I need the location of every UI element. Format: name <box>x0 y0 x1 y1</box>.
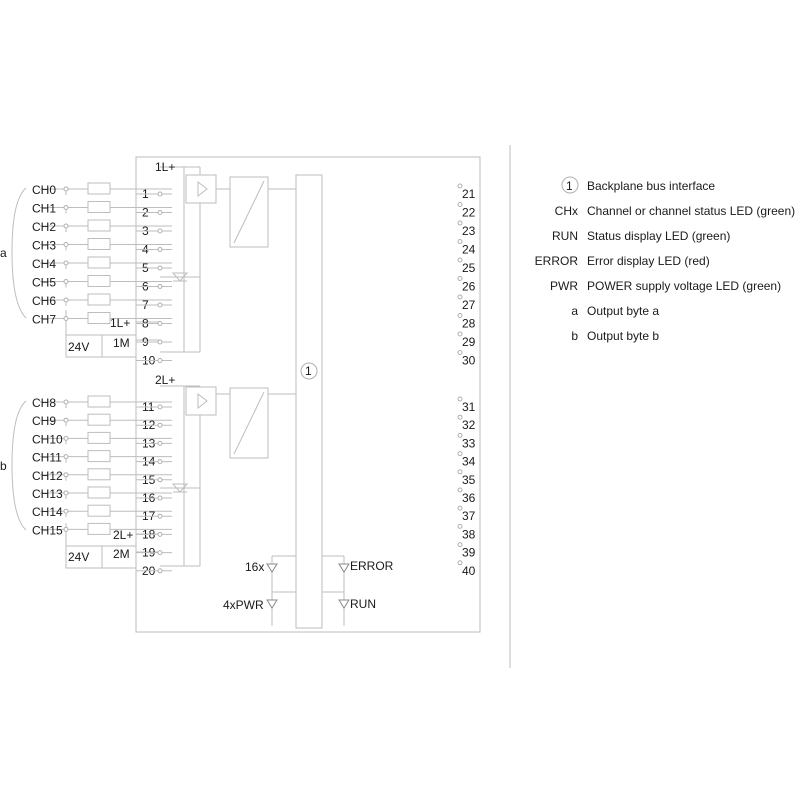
driver-box-a <box>186 175 216 203</box>
terminal-number-right: 39 <box>462 545 476 560</box>
channel-label: CH14 <box>32 505 63 520</box>
backplane-marker: 1 <box>305 364 312 378</box>
t19-label: 2M <box>113 547 130 561</box>
legend-text: Status display LED (green) <box>587 229 731 243</box>
backplane-bus-bar <box>296 175 322 628</box>
output-resistor <box>88 487 110 498</box>
legend <box>535 177 795 343</box>
terminal-number: 20 <box>142 563 156 578</box>
channel-label: CH9 <box>32 414 57 429</box>
terminal-number-right: 26 <box>462 279 476 294</box>
output-resistor <box>88 294 110 305</box>
output-resistor <box>88 414 110 425</box>
terminal-number-right: 23 <box>462 224 476 238</box>
output-resistor <box>88 432 110 443</box>
legend-text: POWER supply voltage LED (green) <box>587 279 782 293</box>
terminal-number-right: 40 <box>462 563 476 578</box>
t8-label: 1L+ <box>110 316 131 330</box>
channel-label: CH5 <box>32 275 57 290</box>
terminal-number: 17 <box>142 509 156 524</box>
legend-key: CHx <box>554 204 578 218</box>
t9-label: 1M <box>113 336 130 350</box>
legend-text: Error display LED (red) <box>587 254 710 268</box>
output-resistor <box>88 523 110 534</box>
terminal-number: 5 <box>142 261 149 275</box>
terminal-number-right: 25 <box>462 261 476 275</box>
terminal-number-right: 28 <box>462 316 476 331</box>
t18-label: 2L+ <box>113 528 134 542</box>
voltage-label-a: 24V <box>68 340 90 354</box>
terminal-number-right: 37 <box>462 509 476 524</box>
supply-label-2l: 2L+ <box>155 373 176 387</box>
channel-label: CH7 <box>32 312 57 327</box>
terminal-number: 1 <box>142 187 149 201</box>
terminal-number-right: 35 <box>462 472 476 487</box>
output-resistor <box>88 505 110 516</box>
channel-label: CH15 <box>32 523 63 538</box>
terminal-number: 11 <box>142 400 155 414</box>
legend-key: b <box>571 329 578 343</box>
legend-text: Output byte b <box>587 329 660 343</box>
legend-key: ERROR <box>534 254 578 268</box>
driver-box-b <box>186 387 216 415</box>
led-4xpwr-label: 4xPWR <box>223 598 264 612</box>
output-resistor <box>88 313 110 324</box>
terminal-number: 19 <box>142 545 156 560</box>
output-resistor <box>88 451 110 462</box>
led-16x-label: 16x <box>245 560 265 574</box>
group-b-label: b <box>0 459 7 473</box>
output-resistor <box>88 276 110 287</box>
terminal-number: 14 <box>142 454 156 469</box>
terminal-number: 4 <box>142 242 149 257</box>
channel-label: CH1 <box>32 201 57 216</box>
legend-text: Output byte a <box>587 304 660 318</box>
channel-label: CH12 <box>32 468 63 483</box>
channel-label: CH3 <box>32 238 57 253</box>
output-resistor <box>88 183 110 194</box>
output-resistor <box>88 396 110 407</box>
supply-label-1l: 1L+ <box>155 160 176 174</box>
terminal-number: 6 <box>142 279 149 294</box>
terminal-number: 10 <box>142 353 156 368</box>
output-resistor <box>88 469 110 480</box>
terminal-number-right: 33 <box>462 436 476 451</box>
terminal-number-right: 32 <box>462 418 476 433</box>
terminal-number: 12 <box>142 418 156 433</box>
terminal-number-right: 36 <box>462 491 476 505</box>
channel-label: CH6 <box>32 294 57 308</box>
channel-label: CH10 <box>32 432 63 447</box>
terminal-number-right: 30 <box>462 353 476 368</box>
terminal-number: 16 <box>142 491 156 505</box>
channel-label: CH2 <box>32 220 57 234</box>
terminal-number-right: 34 <box>462 454 476 469</box>
terminal-number-right: 22 <box>462 205 476 220</box>
legend-text: Channel or channel status LED (green) <box>587 204 796 218</box>
terminal-number: 13 <box>142 436 156 451</box>
channel-label: CH8 <box>32 396 57 410</box>
bracket-b <box>12 401 26 530</box>
terminal-number-right: 21 <box>462 187 476 201</box>
terminal-number: 18 <box>142 527 156 542</box>
output-resistor <box>88 220 110 231</box>
terminal-number: 8 <box>142 316 149 331</box>
terminal-number-right: 38 <box>462 527 476 542</box>
led-run-label: RUN <box>350 597 376 611</box>
output-resistor <box>88 257 110 268</box>
terminal-number-right: 27 <box>462 298 476 312</box>
legend-key: RUN <box>552 229 578 243</box>
terminal-number-right: 31 <box>462 400 476 414</box>
channel-label: CH11 <box>32 450 62 465</box>
channel-label: CH13 <box>32 487 63 501</box>
channel-label: CH0 <box>32 183 57 197</box>
channel-label: CH4 <box>32 257 57 271</box>
terminal-number: 9 <box>142 335 149 349</box>
legend-key: 1 <box>566 179 573 193</box>
output-resistor <box>88 239 110 250</box>
legend-key: PWR <box>550 279 578 293</box>
terminal-number: 15 <box>142 472 156 487</box>
voltage-label-b: 24V <box>68 550 90 564</box>
output-resistor <box>88 202 110 213</box>
group-a-label: a <box>0 246 7 260</box>
legend-text: Backplane bus interface <box>587 179 716 193</box>
terminal-number: 3 <box>142 224 149 238</box>
terminal-number: 7 <box>142 298 149 312</box>
bracket-a <box>12 188 26 318</box>
legend-key: a <box>571 304 578 318</box>
led-error-label: ERROR <box>350 559 394 573</box>
terminal-number-right: 29 <box>462 335 476 349</box>
terminal-number-right: 24 <box>462 242 476 257</box>
terminal-number: 2 <box>142 205 149 220</box>
